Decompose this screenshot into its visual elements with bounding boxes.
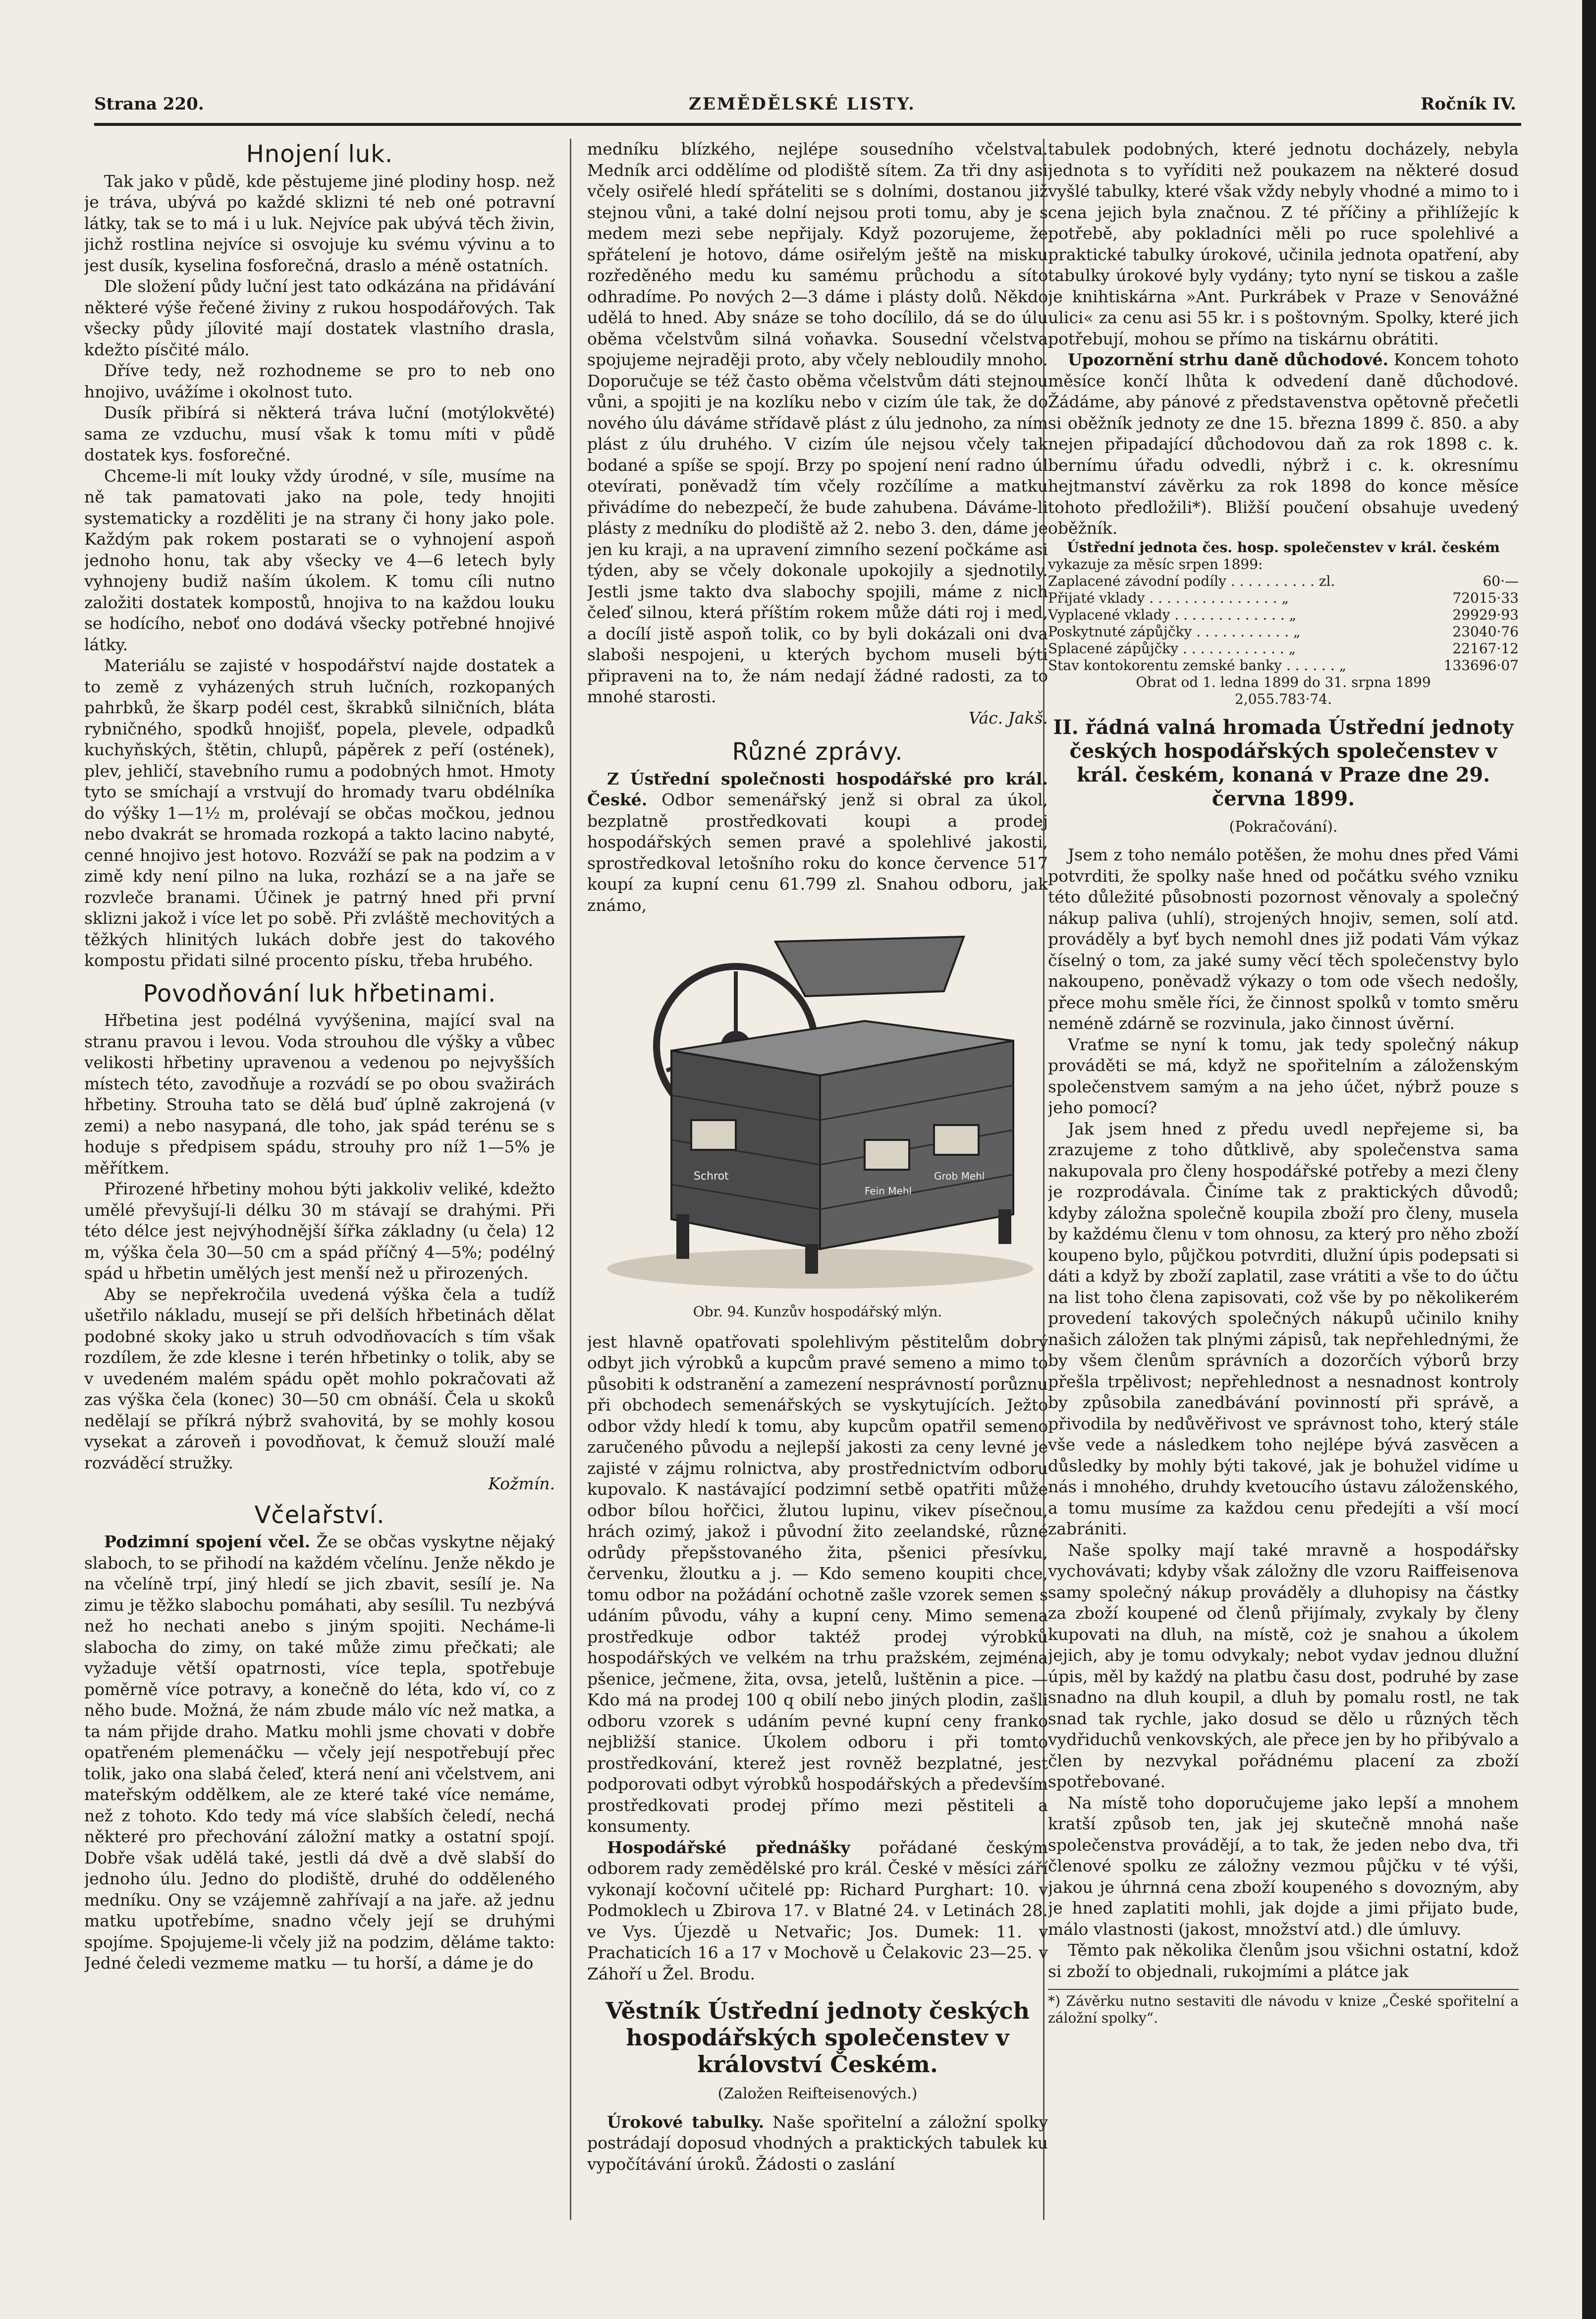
paragraph bbox=[1048, 349, 1519, 539]
turnover-line: Obrat od 1. ledna 1899 do 31. srpna 1899 bbox=[1136, 674, 1431, 690]
periodical-title: ZEMĚDĚLSKÉ LISTY. bbox=[689, 94, 916, 114]
turnover-value: 2,055.783·74. bbox=[1235, 690, 1332, 707]
row-label: Vyplacené vklady . . . . . . . . . . . . . „ bbox=[1048, 606, 1297, 623]
report-subtitle: vykazuje za měsíc srpen 1899: bbox=[1048, 556, 1263, 572]
paragraph: Jsem z toho nemálo potěšen, že mohu dnes před Vámi potvrditi, že spolky naše hned od počátku svého vzniku této důležité působnosti pozornost věnovaly a společný nákup paliva (uhlí), strojených hnojiv, semen, solí atd. prováděly a byť bych nemohl dnes již podati Vám výkaz číselný o tom, za jaké sumy věcí těch společenstvy bylo nakoupeno, poněvadž výkazy o tom ode všech nedošly, přece mohu směle říci, že činnost spolků v tomto směru neméně zdárně se rozvinula, jako činnost úvěrní. bbox=[1048, 845, 1519, 1033]
article-heading: Hnojení luk. bbox=[246, 140, 393, 168]
label-grob-mehl: Grob Mehl bbox=[934, 1170, 985, 1182]
mill-illustration bbox=[587, 922, 1048, 1299]
paragraph: Jak jsem hned z předu uvedl nepřejeme si, ba zrazujeme z toho důtklivě, aby společenstva sama nakupovala pro členy hospodářské potřeby a mezi členy je rozprodávala. Činíme tak z praktických důvodů; kdyby záložna společně koupila zboží pro členy, musela by každému členu v tom ohnosu, za který pro něho zboží koupeno bylo, půjčkou potvrditi, dlužní úpis podepsati si dáti a když by zboží zaplatil, zase vrátiti a vše to do účtu na list toho člena zapisovati, což vše by po několikerém provedení takových společných nákupů učinilo knihy našich záložen tak plnými zápisů, tak nepřehlednými, že by všem členům správních a dozorčích výborů brzy přešla trpělivost; nepřehlednost a nesnadnost kontroly by způsobila zanedbávání povinností při správě, a přivodila by nedůvěřivost ve správnost toho, který stále vše vede a následkem toho nejlépe bývá zasvěcen a důsledky by mohly býti takové, jak je bohužel vidíme u nás i mnohého, druhdy kvetoucího ústavu záloženského, a tomu musíme za každou cenu předejíti a vší mocí zabrániti. bbox=[1048, 1119, 1519, 1538]
paragraph bbox=[84, 1531, 555, 1974]
paragraph: Naše spolky mají také mravně a hospodářsky vychovávati; kdyby však záložny dle vzoru Raiffeisenova samy společný nákup prováděly a dluhopisy na částky za zboží koupené od členů přijímaly, zvykaly by členy kupovati na dluh, na místě, coż je snahou a úkolem jejich, aby je tomu odvykaly; nebot vydav jednou dlužní úpis, měl by každý na platbu času dost, podruhé by zase snadno na dluh koupil, a dluh by pomalu rostl, ne tak snad tak rychle, jako dosud se dělo u různých těch vydřiduchů venkovských, ale přece jen by ho přibývalo a člen by nezvykal pořádnému placení za zboží spotřebované. bbox=[1048, 1540, 1519, 1791]
paragraph: Chceme-li mít louky vždy úrodné, v síle, musíme na ně tak pamatovati jako na pole, tedy hnojiti systematicky a rozděliti je na strany či hony jako pole. Každým pak rokem postarati se o vyhnojení aspoň jednoho honu, tak aby všecky ve 4—6 letech byly vyhnojeny budiž naším úkolem. K tomu cíli nutno založiti dostatek kompostů, hnojiva to na každou louku se hodícího, neboť ono dodává všecky potřebné hnojivé látky. bbox=[84, 466, 555, 654]
lead-in: Hospodářské přednášky bbox=[607, 1837, 850, 1857]
report-title: Ústřední jednota čes. hosp. společenstev v král. českém bbox=[1067, 539, 1500, 556]
row-value: 72015·33 bbox=[1452, 589, 1519, 606]
header-rule bbox=[94, 123, 1521, 126]
row-value: 133696·07 bbox=[1443, 657, 1519, 674]
paragraph-text: Že se občas vyskytne nějaký slaboch, to se přihodí na každém včelínu. Jenže někdo je na včelíně trpí, jiný hledí se jich zbavit, sesílí je. Na zimu je těžko slabochu pomáhati, aby sesílil. Tu nezbývá než ho nechati anebo s jiným spojiti. Necháme-li slabocha do zimy, on také může zimu přečkati; ale vyžaduje větší opatrnosti, více tepla, spotřebuje poměrně více potravy, a konečně do léta, kdo ví, co z něho bude. Možná, že nám zbude málo víc než matka, a ta nám přijde draho. Matku mohli jsme chovati v dobře opatřeném plemenáčku — včely její nespotřebují přec tolik, jako ona slabá čeleď, která není ani včelstvem, ani mateřským oddělkem, ale ze které také více nemáme, než z tohoto. Kdo tedy má více slabších čeledí, nechá některé pro přechování záložní matky a ostatní spojí. Dobře však udělá také, jestli dá dvě a dvě slabší do jednoho úlu. Jedno do plodiště, druhé do odděleného medníku. Ony se vzájemně zahřívají a na jaře. až jednu matku upotřebíme, snadno včely její se druhými spojíme. Spojujeme-li včely již na podzim, děláme takto: Jedné čeledi vezmeme matku — tu horší, a dáme je do bbox=[84, 1532, 555, 1973]
paragraph: Aby se nepřekročila uvedená výška čela a tudíž ušetřilo nákladu, musejí se při delších hřbetinách dělat podobné skoky jako u struh odvodňovacích s tím však rozdílem, že zde klesne i terén hřbetinky o tolik, aby se v uvedeném malém spádu opět mohlo pokračovati až zas výška čela (konec) 30—50 cm obnáší. Čela u skoků nedělají se příkrá nýbrž svahovitá, by se mohly kosou vysekat a zároveň i povodňovat, k čemuž slouží malé rozváděcí stružky. bbox=[84, 1284, 555, 1472]
label-fein-mehl: Fein Mehl bbox=[865, 1185, 912, 1197]
figure-caption: Obr. 94. Kunzův hospodářský mlýn. bbox=[693, 1303, 942, 1320]
paragraph: Přirozené hřbetiny mohou býti jakkoliv veliké, kdežto umělé převyšují-li délku 30 m stávají se drahými. Při této délce jest nejvýhodnější šířka základny (u čela) 12 m, výška čela 30—50 cm a spád příčný 4—5%; podélný spád u hřbetin umělých jest menší než u přirozených. bbox=[84, 1179, 555, 1283]
paragraph: Dříve tedy, než rozhodneme se pro to neb ono hnojivo, uvážíme i okolnost tuto. bbox=[84, 361, 555, 401]
paragraph bbox=[587, 1837, 1048, 1985]
table-row bbox=[1048, 623, 1519, 640]
grain-mill-drawing bbox=[587, 922, 1048, 1299]
paragraph bbox=[587, 769, 1048, 916]
page-header bbox=[94, 89, 1521, 119]
paragraph: tabulek podobných, které jednotu docházely, nebyla jednota s to vyříditi než poukazem na některé dosud vyšlé tabulky, které však vždy nebyly vhodné a mimo to i cena jejich byla značnou. Z té příčiny a přihlížejíc k potřebě, aby pokladníci měli po ruce spolehlivé a praktické tabulky úrokové, učinila jednota opatření, aby tabulky úrokové byly vydány; tyto nyní se tiskou a zašle je knihtiskárna »Ant. Purkrábek v Praze v Senovážné ulici« za cenu asi 55 kr. i s poštovným. Spolky, které jich potřebují, mohou se přímo na tiskárnu obrátiti. bbox=[1048, 139, 1519, 348]
lead-in: Úrokové tabulky. bbox=[607, 2112, 765, 2132]
row-label: Přijaté vklady . . . . . . . . . . . . . . . „ bbox=[1048, 589, 1289, 606]
paragraph-text: Koncem tohoto měsíce končí lhůta k odvedení daně důchodové. Žádáme, aby pánové z představenstva opětovně přečetli si oběžník jednoty ze dne 15. března 1899 č. 850. a aby nejen připadající důchodovou daň za rok 1898 c. k. bernímu úřadu odvedli, nýbrž i c. k. okresnímu hejtmanství závěrku za rok 1898 do konce měsíce tohoto předložili*). Bližší poučení obsahuje uvedený oběžník. bbox=[1048, 350, 1519, 538]
row-label: Zaplacené závodní podíly . . . . . . . . . . zl. bbox=[1048, 572, 1335, 589]
paragraph: Materiálu se zajisté v hospodářství najde dostatek a to země z vyházených struh lučních, rozkopaných pahrbků, že škarp podél cest, škrabků silničních, bláta rybničného, spodků hnojišť, popela, plevele, odpadků kuchyňských, štětin, chlupů, pápěrek z peří (ostének), plev, jehličí, stavebního rumu a podobných hmot. Hmoty tyto se smíchají a vrstvují do hromady tvaru obdélníka do výšky 1—1½ m, prolévají se občas močkou, jednou nebo dvakrát se hromada rozkopá a takto lacino nabyté, cenné hnojivo jest hotovo. Rozváží se pak na podzim a v zimě kdy není pilno na luka, rozhází se a na jaře se rozvleče branami. Účinek je patrný hned při první sklizni jakož i více let po sobě. Při zvláště mechovitých a těžkých hlinitých lukách dobře jest do takového kompostu přidati silné procento písku, třeba hrubého. bbox=[84, 656, 555, 970]
table-row bbox=[1048, 590, 1519, 607]
scan-edge bbox=[1582, 0, 1596, 2319]
article-heading: Různé zprávy. bbox=[732, 738, 903, 766]
author-signature: Vác. Jakš. bbox=[968, 708, 1048, 728]
row-value: 23040·76 bbox=[1452, 623, 1519, 640]
column-2 bbox=[587, 139, 1048, 2215]
article-heading: Povodňování luk hřbetinami. bbox=[143, 979, 496, 1008]
section-heading: Věstník Ústřední jednoty českých hospodářských společenstev v království Českém. bbox=[605, 1997, 1030, 2078]
paragraph: Dle složení půdy luční jest tato odkázána na přidávání některé výše řečené živiny z rukou hospodářových. Tak všecky půdy jílovité mají dostatek vlastního drasla, kdežto písčité málo. bbox=[84, 277, 555, 359]
column-1 bbox=[84, 139, 555, 2215]
paragraph: Tak jako v půdě, kde pěstujeme jiné plodiny hosp. než je tráva, ubývá po každé sklizni té neb oné potravní látky, tak se to má i u luk. Nejvíce pak ubývá těch živin, jichž rostlina nejvíce si osvojuje ku svému vývinu a to jest dusík, kyselina fosforečná, draslo a méně ostatních. bbox=[84, 171, 555, 275]
lead-in: Upozornění strhu daně důchodové. bbox=[1068, 350, 1389, 369]
article-heading: Včelařství. bbox=[254, 1501, 385, 1529]
column-3 bbox=[1048, 139, 1519, 2215]
row-label: Poskytnuté zápůjčky . . . . . . . . . . . „ bbox=[1048, 623, 1301, 640]
table-row bbox=[1048, 657, 1519, 674]
paragraph-text: Odbor semenářský jenž si obral za úkol, bezplatně prostředkovati koupi a prodej hospodářských semen pravé a spolehlivé jakosti, sprostředkoval letošního roku do konce července 517 koupí za kupní cenu 61.799 zl. Snahou odboru, jak známo, bbox=[587, 790, 1048, 915]
footnote: *) Závěrku nutno sestaviti dle návodu v knize „České spořitelní a záložní spolky“. bbox=[1048, 1989, 1519, 2027]
section-heading: II. řádná valná hromada Ústřední jednoty českých hospodářských společenstev v král. českém, konaná v Praze dne 29. června 1899. bbox=[1053, 715, 1514, 810]
paragraph: Dusík přibírá si některá tráva luční (motýlokvěté) sama ze vzduchu, musí však k tomu míti v půdě dostatek kys. fosforečné. bbox=[84, 403, 555, 464]
section-subtitle: (Založen Reifteisenových.) bbox=[717, 2085, 918, 2102]
lead-in: Z Ústřední společnosti hospodářské pro král. České. bbox=[587, 769, 1048, 809]
paragraph: Vraťme se nyní k tomu, jak tedy společný nákup prováděti se má, když ne spořitelním a záloženským společenstvem samým a na jeho účet, nýbrž pouze s jeho pomocí? bbox=[1048, 1034, 1519, 1117]
financial-report bbox=[1048, 539, 1519, 708]
paragraph: medníku blízkého, nejlépe sousedního včelstva. Medník arci oddělíme od plodiště sítem. Za tři dny asi včely osiřelé hledí spřáteliti se s dolními, dostanou již stejnou vůni, a také dolní nejsou proti tomu, aby je s medem mezi sebe nepřijaly. Když pozorujeme, že spřátelení je hotovo, dáme osiřelým ještě na misku rozředěného medu ku samému průchodu a síto odhradíme. Po nových 2—3 dáme i plásty dolů. Někdo udělá to hned. Aby snáze se toho docílilo, dá se do úlu oběma včelstvům silná voňavka. Sousední včelstva spojujeme nejraději proto, aby včely nebloudily mnoho. Doporučuje se též často oběma včelstvům dáti stejnou vůni, a spojiti je na kozlíku nebo v cizím úle tak, že do nového úlu dáváme střídavě plást z úlu jednoho, za ním plást z úlu druhého. V cizím úle nejsou včely tak bodané a spíše se spojí. Brzy po spojení není radno úl otevírati, poněvadž tím včely rozčílíme a matku přivádíme do nebezpečí, že bude zahubena. Dáváme-li plásty z medníku do plodiště až 2. nebo 3. den, dáme je jen ku kraji, a na upravení zimního sezení počkáme asi týden, aby se včely dokonale upokojily a sjednotily. Jestli jsme takto dva slabochy spojili, máme z nich čeleď silnou, která příštím rokem může dáti roj i med, a docílí jistě aspoň tolik, co by byli dokázali oni dva slaboši nespojeni, u kterých bychom museli býti připraveni na to, že nám nedají žádné radosti, za to mnohé starosti. bbox=[587, 139, 1048, 706]
row-value: 60·— bbox=[1483, 572, 1519, 589]
table-row bbox=[1048, 607, 1519, 623]
section-subtitle: (Pokračování). bbox=[1229, 818, 1338, 836]
paragraph: Těmto pak několika členům jsou všichni ostatní, kdož si zboží to objednali, rukojmími a plátce jak bbox=[1048, 1940, 1519, 1981]
paragraph-text: Naše spořitelní a záložní spolky postrádají doposud vhodných a praktických tabulek ku vypočítávání úroků. Žádosti o zaslání bbox=[587, 2112, 1048, 2174]
paragraph bbox=[587, 2112, 1048, 2175]
column-divider bbox=[570, 139, 571, 2220]
label-schrot: Schrot bbox=[694, 1170, 729, 1183]
volume-number: Ročník IV. bbox=[1421, 94, 1516, 114]
table-row bbox=[1048, 640, 1519, 657]
page-number: Strana 220. bbox=[94, 94, 204, 114]
lead-in: Podzimní spojení včel. bbox=[104, 1532, 311, 1551]
row-value: 22167·12 bbox=[1452, 640, 1519, 657]
paragraph: jest hlavně opatřovati spolehlivým pěstitelům dobrý odbyt jich výrobků a kupcům pravé semeno a mimo to působiti k odstranění a zamezení nesprávností porůznu při obchodech semenářských se vyskytujících. Ježto odbor vždy hledí k tomu, aby kupcům opatřil semeno zaručeného původu a nejlepší jakosti za ceny levné je zajisté v zájmu rolnictva, aby prostřednictvím odboru kupovalo. K nastávající podzimní setbě opatřiti může odbor bílou hořčici, žlutou lupinu, vikev písečnou, hrách ozimý, jakož i původní žito zeelandské, různé odrůdy přepšstovaného žita, pšenici přesívku, červenku, žloutku a j. — Kdo semeno koupiti chce, tomu odbor na požádání ochotně zašle vzorek semen s udáním původu, váhy a kupní ceny. Mimo semena prostředkuje odbor taktéž prodej výrobků hospodářských ve velkém na trhu pražském, zejména pšenice, ječmene, žita, ovsa, jetelů, luštěnin a pice. — Kdo má na prodej 100 q obilí nebo jiných plodin, zašli odboru vzorek s udáním pevné kupní ceny franko nejbližší stanice. Úkolem odboru i při tomto prostředkování, kterež jest rovněž bezplatné, jest podporovati odbyt výrobků hospodářských a především prostředkovati prodej přímo mezi pěstiteli a konsumenty. bbox=[587, 1332, 1048, 1836]
row-label: Stav kontokorentu zemské banky . . . . . . „ bbox=[1048, 657, 1347, 674]
row-value: 29929·93 bbox=[1452, 606, 1519, 623]
row-label: Splacené zápůjčky . . . . . . . . . . . . „ bbox=[1048, 640, 1296, 657]
paragraph-text: pořádané českým odborem rady zemědělské pro král. České v měsíci září vykonají kočovní učitelé pp: Richard Purghart: 10. v Podmoklech u Zbirova 17. v Blatné 24. v Letinách 28. ve Vys. Újezdě u Netvařic; Jos. Dumek: 11. v Prachaticích 16 a 17 v Mochově u Čelakovic 23—25. v Záhoří u Žel. Brodu. bbox=[587, 1837, 1048, 1983]
author-signature: Kožmín. bbox=[488, 1474, 555, 1493]
paragraph: Na místě toho doporučujeme jako lepší a mnohem kratší způsob ten, jak jej skutečně mnohá naše společenstva provádějí, a to tak, že jeden nebo dva, tři členové spolku ze záložny vezmou půjčku v té výši, jakou je úhrnná cena zboží koupeného s dovozným, aby je hned zaplatiti mohli, jak dojde a jimi přijato bude, málo vlastnosti (jakost, množství atd.) dle úmluvy. bbox=[1048, 1793, 1519, 1939]
paragraph: Hřbetina jest podélná vyvýšenina, mající sval na stranu pravou i levou. Voda strouhou dle výšky a vůbec velikosti hřbetiny upravenou a vedenou po nejvyšších místech této, zavodňuje a rozvádí se po obou svažirách hřbetiny. Strouha tato se dělá buď úplně zakrojená (v zemi) a nebo nasypaná, dle toho, jak spád terénu se s hoduje s předpisem spádu, strouhy pro níž 1—5% je měřítkem. bbox=[84, 1011, 555, 1178]
table-row bbox=[1048, 573, 1519, 590]
